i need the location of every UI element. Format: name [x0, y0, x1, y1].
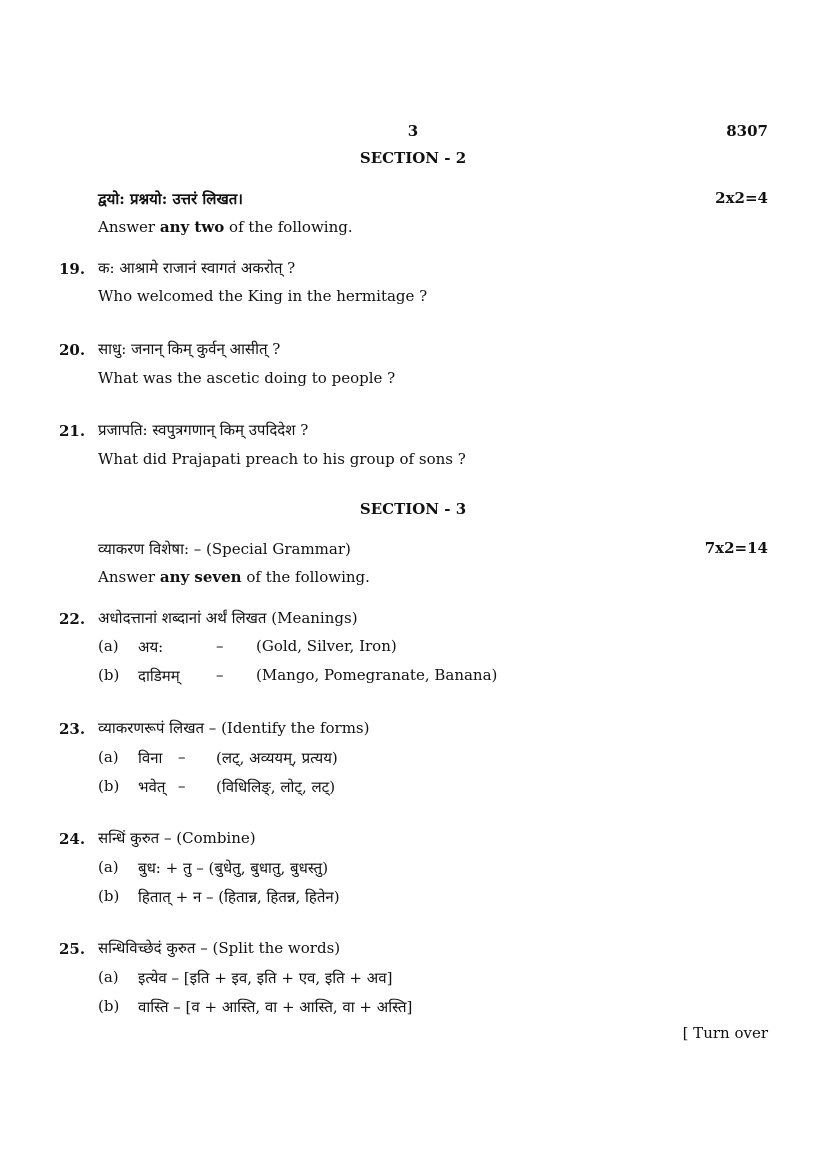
question-number: 24. [59, 830, 86, 848]
question-number: 25. [59, 940, 86, 958]
instruction-text: of the following. [224, 218, 353, 236]
instruction-text: of the following. [241, 568, 370, 586]
option-word: विना [138, 749, 163, 767]
turn-over-note: [ Turn over [682, 1024, 768, 1042]
section-2-instruction-english [98, 218, 353, 236]
section-2-marks: 2x2=4 [715, 189, 768, 207]
option-dash: – [216, 637, 224, 655]
option-word: दाडिमम् [138, 667, 180, 685]
option-label: (b) [98, 666, 120, 684]
option-dash: – [178, 777, 186, 795]
option-word: भवेत् [138, 778, 166, 796]
question-english: What was the ascetic doing to people ? [98, 369, 396, 387]
option-choices: (Gold, Silver, Iron) [256, 637, 397, 655]
question-sanskrit: क: आश्रामे राजानं स्वागतं अकरोत् ? [98, 259, 296, 277]
section-3-marks: 7x2=14 [704, 539, 768, 557]
option-text: वास्ति – [व + आस्ति, वा + आस्ति, वा + अस्ति] [138, 998, 413, 1016]
question-number: 20. [59, 341, 86, 359]
question-number: 23. [59, 720, 86, 738]
section-3-instruction-english [98, 568, 370, 586]
section-2-instruction-sanskrit: द्वयो: प्रश्नयो: उत्तरं लिखत। [98, 190, 243, 208]
option-label: (a) [98, 968, 119, 986]
option-text: हितात् + न – (हितान्न, हितन्न, हितेन) [138, 888, 340, 906]
question-sanskrit: साधु: जनान् किम् कुर्वन् आसीत् ? [98, 340, 281, 358]
option-word: अय: [138, 638, 164, 656]
option-label: (a) [98, 748, 119, 766]
option-label: (b) [98, 997, 120, 1015]
option-dash: – [178, 748, 186, 766]
section-2-title: SECTION - 2 [359, 149, 467, 167]
option-text: इत्येव – [इति + इव, इति + एव, इति + अव] [138, 969, 393, 987]
question-sanskrit: प्रजापति: स्वपुत्रगणान् किम् उपदिदेश ? [98, 421, 309, 439]
option-dash: – [216, 666, 224, 684]
option-text: बुध: + तु – (बुधेतु, बुधातु, बुधस्तु) [138, 859, 329, 877]
question-stem: अधोदत्तानां शब्दानां अर्थं लिखत (Meanings) [98, 609, 358, 627]
question-stem: सन्धिं कुरुत – (Combine) [98, 829, 256, 847]
option-label: (b) [98, 777, 120, 795]
question-stem: सन्धिविच्छेदं कुरुत – (Split the words) [98, 939, 341, 957]
question-stem: व्याकरणरूपं लिखत – (Identify the forms) [98, 719, 370, 737]
instruction-text: Answer [98, 218, 160, 236]
question-number: 22. [59, 610, 86, 628]
section-3-title: SECTION - 3 [359, 500, 467, 518]
question-number: 19. [59, 260, 86, 278]
option-choices: (विधिलिङ्, लोट्, लट्) [216, 778, 336, 796]
question-number: 21. [59, 422, 86, 440]
page-number: 3 [407, 122, 419, 140]
question-english: Who welcomed the King in the hermitage ? [98, 287, 428, 305]
instruction-text: Answer [98, 568, 160, 586]
paper-code: 8307 [726, 122, 768, 140]
section-3-instruction-sanskrit: व्याकरण विशेषा: – (Special Grammar) [98, 540, 351, 558]
option-label: (b) [98, 887, 120, 905]
option-label: (a) [98, 858, 119, 876]
option-label: (a) [98, 637, 119, 655]
instruction-emphasis: any two [159, 218, 225, 236]
option-choices: (लट्, अव्ययम्, प्रत्यय) [216, 749, 338, 767]
instruction-emphasis: any seven [159, 568, 242, 586]
option-choices: (Mango, Pomegranate, Banana) [256, 666, 498, 684]
question-english: What did Prajapati preach to his group of sons ? [98, 450, 466, 468]
